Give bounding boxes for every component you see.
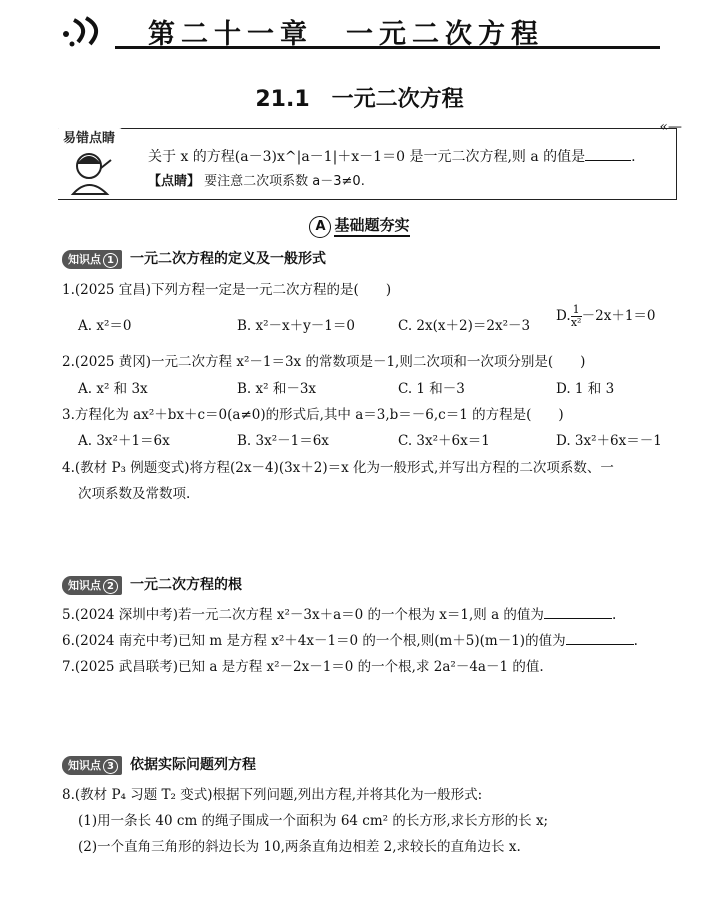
tip-note-label: 【点睛】	[148, 174, 201, 189]
q3-option-b[interactable]: B. 3x²－1＝6x	[237, 433, 329, 449]
chapter-title: 第二十一章 一元二次方程	[148, 19, 544, 50]
chapter-underline	[115, 46, 660, 49]
chapter-header	[60, 10, 660, 52]
tip-badge-icon	[55, 124, 123, 200]
question-2: 2.(2025 黄冈)一元二次方程 x²－1＝3x 的常数项是－1,则二次项和一次项分别是( )	[62, 354, 586, 370]
q1-option-b[interactable]: B. x²－x＋y－1＝0	[237, 318, 355, 334]
q2-option-c[interactable]: C. 1 和－3	[398, 381, 465, 397]
kp-tag: 知识点 3	[62, 756, 122, 775]
q2-option-b[interactable]: B. x² 和－3x	[237, 381, 317, 397]
knowledge-point-1	[62, 248, 326, 269]
q2-option-a[interactable]: A. x² 和 3x	[78, 381, 148, 397]
tip-question-text: 关于 x 的方程(a－3)x^|a－1|＋x－1＝0 是一元二次方程,则 a 的值是	[148, 149, 586, 165]
question-4-line1: 4.(教材 P₃ 例题变式)将方程(2x－4)(3x＋2)＝x 化为一般形式,并写出方程的二次项系数、一	[62, 460, 614, 476]
answer-blank[interactable]	[585, 148, 631, 161]
tip-badge-label: 易错点睛	[62, 131, 116, 146]
knowledge-point-2	[62, 574, 242, 595]
question-7: 7.(2025 武昌联考)已知 a 是方程 x²－2x－1＝0 的一个根,求 2a²－4a－1 的值.	[62, 659, 544, 675]
tip-note	[148, 170, 365, 189]
q3-option-d[interactable]: D. 3x²＋6x＝－1	[556, 433, 662, 449]
kp-title: 一元二次方程的定义及一般形式	[130, 251, 326, 267]
answer-blank[interactable]	[566, 632, 634, 645]
question-8-part-1: (1)用一条长 40 cm 的绳子围成一个面积为 64 cm² 的长方形,求长方形的长 x;	[78, 813, 549, 829]
tier-letter: A	[309, 216, 331, 238]
question-1: 1.(2025 宜昌)下列方程一定是一元二次方程的是( )	[62, 282, 392, 298]
kp-tag: 知识点 1	[62, 250, 122, 269]
double-arrow-icon: «—	[659, 119, 682, 135]
q1-option-c[interactable]: C. 2x(x＋2)＝2x²－3	[398, 318, 531, 334]
fraction: $\frac{1}{\text{x²}}$	[570, 303, 582, 329]
q3-option-a[interactable]: A. 3x²＋1＝6x	[78, 433, 170, 449]
chapter-logo-icon	[60, 14, 108, 48]
answer-blank[interactable]	[544, 606, 612, 619]
section-title: 21.1 一元二次方程	[255, 87, 464, 112]
question-5: 5.(2024 深圳中考)若一元二次方程 x²－3x＋a＝0 的一个根为 x＝1,则 a 的值为 .	[62, 607, 617, 623]
tier-header	[0, 214, 719, 238]
q3-option-c[interactable]: C. 3x²＋6x＝1	[398, 433, 490, 449]
question-8: 8.(教材 P₄ 习题 T₂ 变式)根据下列问题,列出方程,并将其化为一般形式:	[62, 787, 483, 803]
tier-label: 基础题夯实	[334, 216, 409, 237]
q1-option-a[interactable]: A. x²＝0	[78, 318, 132, 334]
question-4-line2: 次项系数及常数项.	[78, 486, 191, 502]
kp-title: 一元二次方程的根	[130, 577, 242, 593]
kp-title: 依据实际问题列方程	[130, 757, 256, 773]
knowledge-point-3	[62, 754, 256, 775]
question-8-part-2: (2)一个直角三角形的斜边长为 10,两条直角边相差 2,求较长的直角边长 x.	[78, 839, 521, 855]
tip-question: 关于 x 的方程(a－3)x^|a－1|＋x－1＝0 是一元二次方程,则 a 的值是 .	[148, 149, 636, 165]
tip-note-text: 要注意二次项系数 a－3≠0.	[204, 174, 365, 189]
q1-option-d[interactable]: D. $\frac{1}{\text{x²}}$ －2x＋1＝0	[556, 303, 656, 329]
question-3: 3.方程化为 ax²＋bx＋c＝0(a≠0)的形式后,其中 a＝3,b＝－6,c＝1 的方程是( )	[62, 407, 564, 423]
q2-option-d[interactable]: D. 1 和 3	[556, 381, 615, 397]
kp-tag: 知识点 2	[62, 576, 122, 595]
question-6: 6.(2024 南充中考)已知 m 是方程 x²＋4x－1＝0 的一个根,则(m＋5)(m－1)的值为 .	[62, 633, 638, 649]
